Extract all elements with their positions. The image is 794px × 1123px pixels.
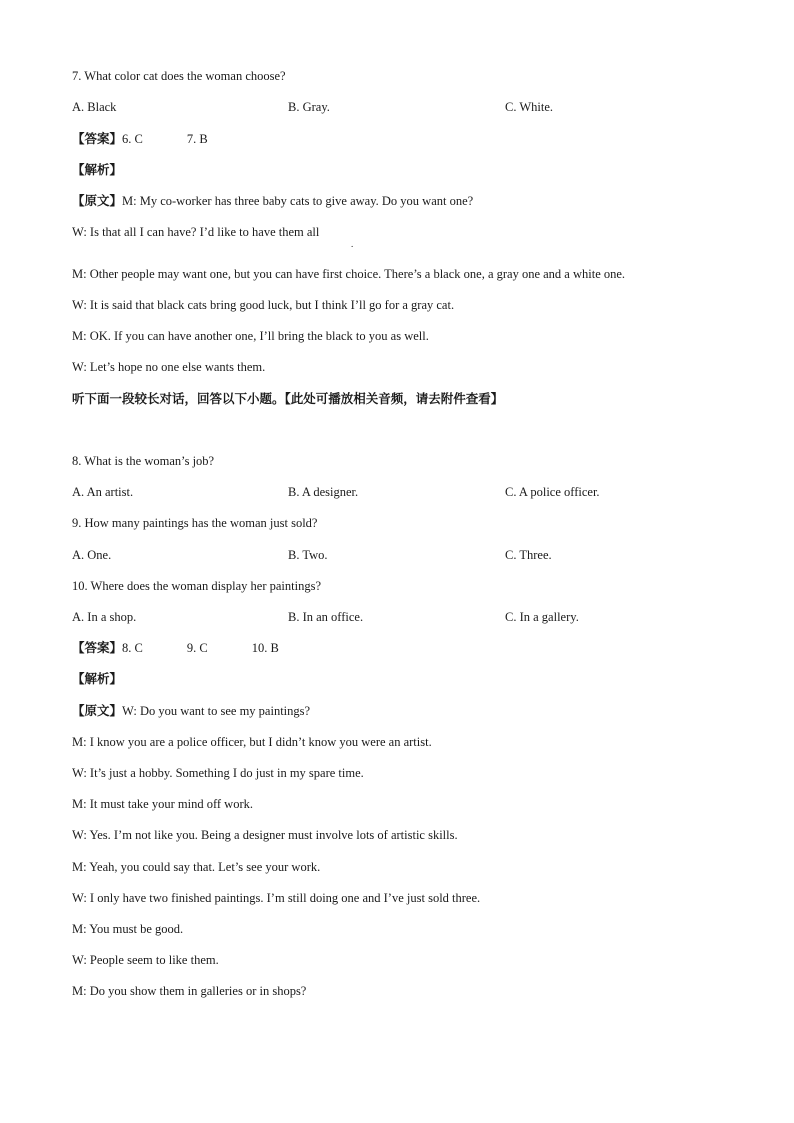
q10-option-c: C. In a gallery. xyxy=(505,610,579,624)
transcript-2-line-7: M: You must be good. xyxy=(72,922,184,936)
transcript-2-line-2: W: It’s just a hobby. Something I do just in my spare time. xyxy=(72,766,364,780)
question-8: 8. What is the woman’s job? xyxy=(72,454,215,468)
transcript-label: 【原文】 xyxy=(72,703,123,718)
answer-7: 7. B xyxy=(186,132,208,146)
transcript-2-line-5: M: Yeah, you could say that. Let’s see your work. xyxy=(72,860,321,874)
answer-label: 【答案】 xyxy=(72,640,123,655)
answer-line-1 xyxy=(72,131,208,147)
q10-option-a: A. In a shop. xyxy=(72,610,137,624)
answer-line-2 xyxy=(72,640,279,656)
analysis-label-1: 【解析】 xyxy=(72,162,123,177)
transcript-label: 【原文】 xyxy=(72,193,123,208)
transcript-2-line-3: M: It must take your mind off work. xyxy=(72,797,253,811)
transcript-2-line-6: W: I only have two finished paintings. I’m still doing one and I’ve just sold three. xyxy=(72,891,481,905)
q9-option-b: B. Two. xyxy=(288,548,328,562)
q8-option-a: A. An artist. xyxy=(72,485,134,499)
answer-8: 8. C xyxy=(122,641,143,655)
answer-6: 6. C xyxy=(122,132,143,146)
answer-9: 9. C xyxy=(186,641,208,655)
q9-option-a: A. One. xyxy=(72,548,112,562)
analysis-label-2: 【解析】 xyxy=(72,671,123,686)
transcript-2-line-4: W: Yes. I’m not like you. Being a designer must involve lots of artistic skills. xyxy=(72,828,458,842)
transcript-2-line-0: 【原文】W: Do you want to see my paintings? xyxy=(72,703,311,718)
q7-option-b: B. Gray. xyxy=(288,100,330,114)
q10-option-b: B. In an office. xyxy=(288,610,364,624)
transcript-2-line-8: W: People seem to like them. xyxy=(72,953,219,967)
transcript-1-line-2: M: Other people may want one, but you can have first choice. There’s a black one, a gray one and a white one. xyxy=(72,267,626,281)
question-7: 7. What color cat does the woman choose? xyxy=(72,69,286,83)
answer-label: 【答案】 xyxy=(72,131,123,146)
answer-10: 10. B xyxy=(251,641,279,655)
q8-option-b: B. A designer. xyxy=(288,485,359,499)
transcript-2-line-1: M: I know you are a police officer, but I didn’t know you were an artist. xyxy=(72,735,432,749)
transcript-1-line-1: W: Is that all I can have? I’d like to have them all xyxy=(72,225,320,239)
listening-instruction: 听下面一段较长对话，回答以下小题。【此处可播放相关音频，请去附件查看】 xyxy=(72,391,504,406)
transcript-1-line-0: 【原文】M: My co-worker has three baby cats to give away. Do you want one? xyxy=(72,193,474,208)
stray-dot: . xyxy=(351,239,354,249)
q9-option-c: C. Three. xyxy=(505,548,552,562)
transcript-1-line-3: W: It is said that black cats bring good luck, but I think I’ll go for a gray cat. xyxy=(72,298,455,312)
q7-option-c: C. White. xyxy=(505,100,554,114)
q7-option-a: A. Black xyxy=(72,100,117,114)
transcript-1-line-4: M: OK. If you can have another one, I’ll bring the black to you as well. xyxy=(72,329,429,343)
transcript-2-line-9: M: Do you show them in galleries or in shops? xyxy=(72,984,307,998)
question-10: 10. Where does the woman display her paintings? xyxy=(72,579,322,593)
q8-option-c: C. A police officer. xyxy=(505,485,600,499)
question-9: 9. How many paintings has the woman just sold? xyxy=(72,516,318,530)
transcript-1-line-5: W: Let’s hope no one else wants them. xyxy=(72,360,266,374)
